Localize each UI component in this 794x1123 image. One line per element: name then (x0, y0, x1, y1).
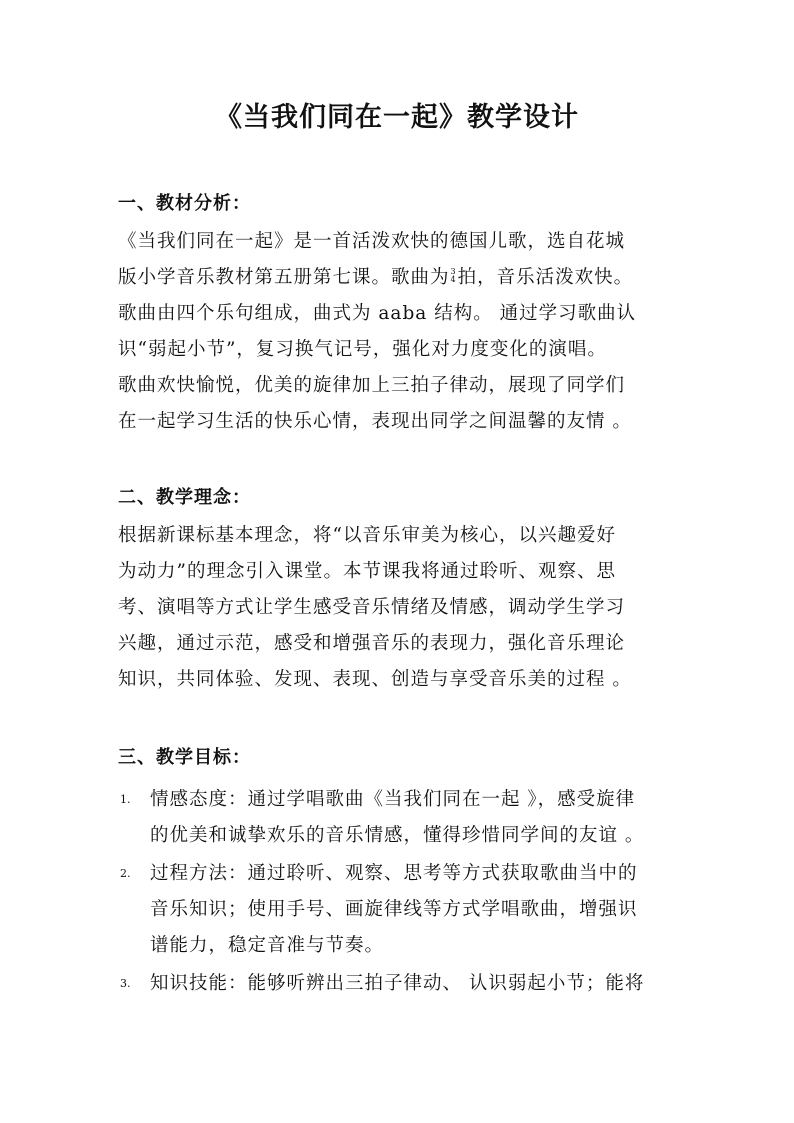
list-item-line: 音乐知识；使用手号、画旋律线等方式学唱歌曲，增强识 (150, 899, 638, 920)
paragraph-line: 歌曲由四个乐句组成，曲式为 aaba 结构。 通过学习歌曲认 (118, 303, 637, 324)
list-item-line: 知识技能：能够听辨出三拍子律动、 认识弱起小节；能将 (150, 973, 645, 994)
paragraph-line: 考、演唱等方式让学生感受音乐情绪及情感，调动学生学习 (118, 597, 626, 618)
list-item-line: 谱能力，稳定音准与节奏。 (150, 935, 385, 956)
section-heading-objectives: 三、教学目标： (118, 747, 251, 768)
paragraph-text: 拍，音乐活泼欢快。 (457, 267, 634, 288)
paragraph-line: 为动力”的理念引入课堂。本节课我将通过聆听、观察、思 (118, 561, 616, 582)
document-title: 《当我们同在一起》教学设计 (215, 102, 579, 133)
paragraph-line: 识“弱起小节”，复习换气记号，强化对力度变化的演唱。 (118, 339, 607, 360)
paragraph-line: 兴趣，通过示范，感受和增强音乐的表现力，强化音乐理论 (118, 633, 626, 654)
list-item-line: 情感态度：通过学唱歌曲《当我们同在一起 》，感受旋律 (150, 789, 636, 810)
paragraph-line: 《当我们同在一起》是一首活泼欢快的德国儿歌，选自花城 (118, 231, 626, 252)
paragraph-line: 歌曲欢快愉悦，优美的旋律加上三拍子律动，展现了同学们 (118, 375, 626, 396)
time-signature-top: 3 (450, 267, 457, 276)
paragraph-line: 知识，共同体验、发现、表现、创造与享受音乐美的过程 。 (118, 669, 632, 690)
paragraph-text: 版小学音乐教材第五册第七课。歌曲为 (118, 267, 450, 288)
list-item-number: 1. (120, 793, 131, 806)
section-heading-materials: 一、教材分析： (118, 193, 251, 214)
list-item-number: 3. (120, 977, 131, 990)
list-item-line: 的优美和诚挚欢乐的音乐情感，懂得珍惜同学间的友谊 。 (150, 825, 645, 846)
list-item-number: 2. (120, 867, 131, 880)
time-signature (451, 268, 457, 284)
paragraph-line: 根据新课标基本理念，将“以音乐审美为核心，以兴趣爱好 (118, 525, 616, 546)
list-item-line: 过程方法：通过聆听、观察、思考等方式获取歌曲当中的 (150, 863, 638, 884)
paragraph-line: 在一起学习生活的快乐心情，表现出同学之间温馨的友情 。 (118, 411, 632, 432)
section-heading-philosophy: 二、教学理念： (118, 487, 251, 508)
time-signature-bottom: 4 (450, 275, 457, 284)
paragraph-line-with-time-signature (118, 266, 633, 290)
